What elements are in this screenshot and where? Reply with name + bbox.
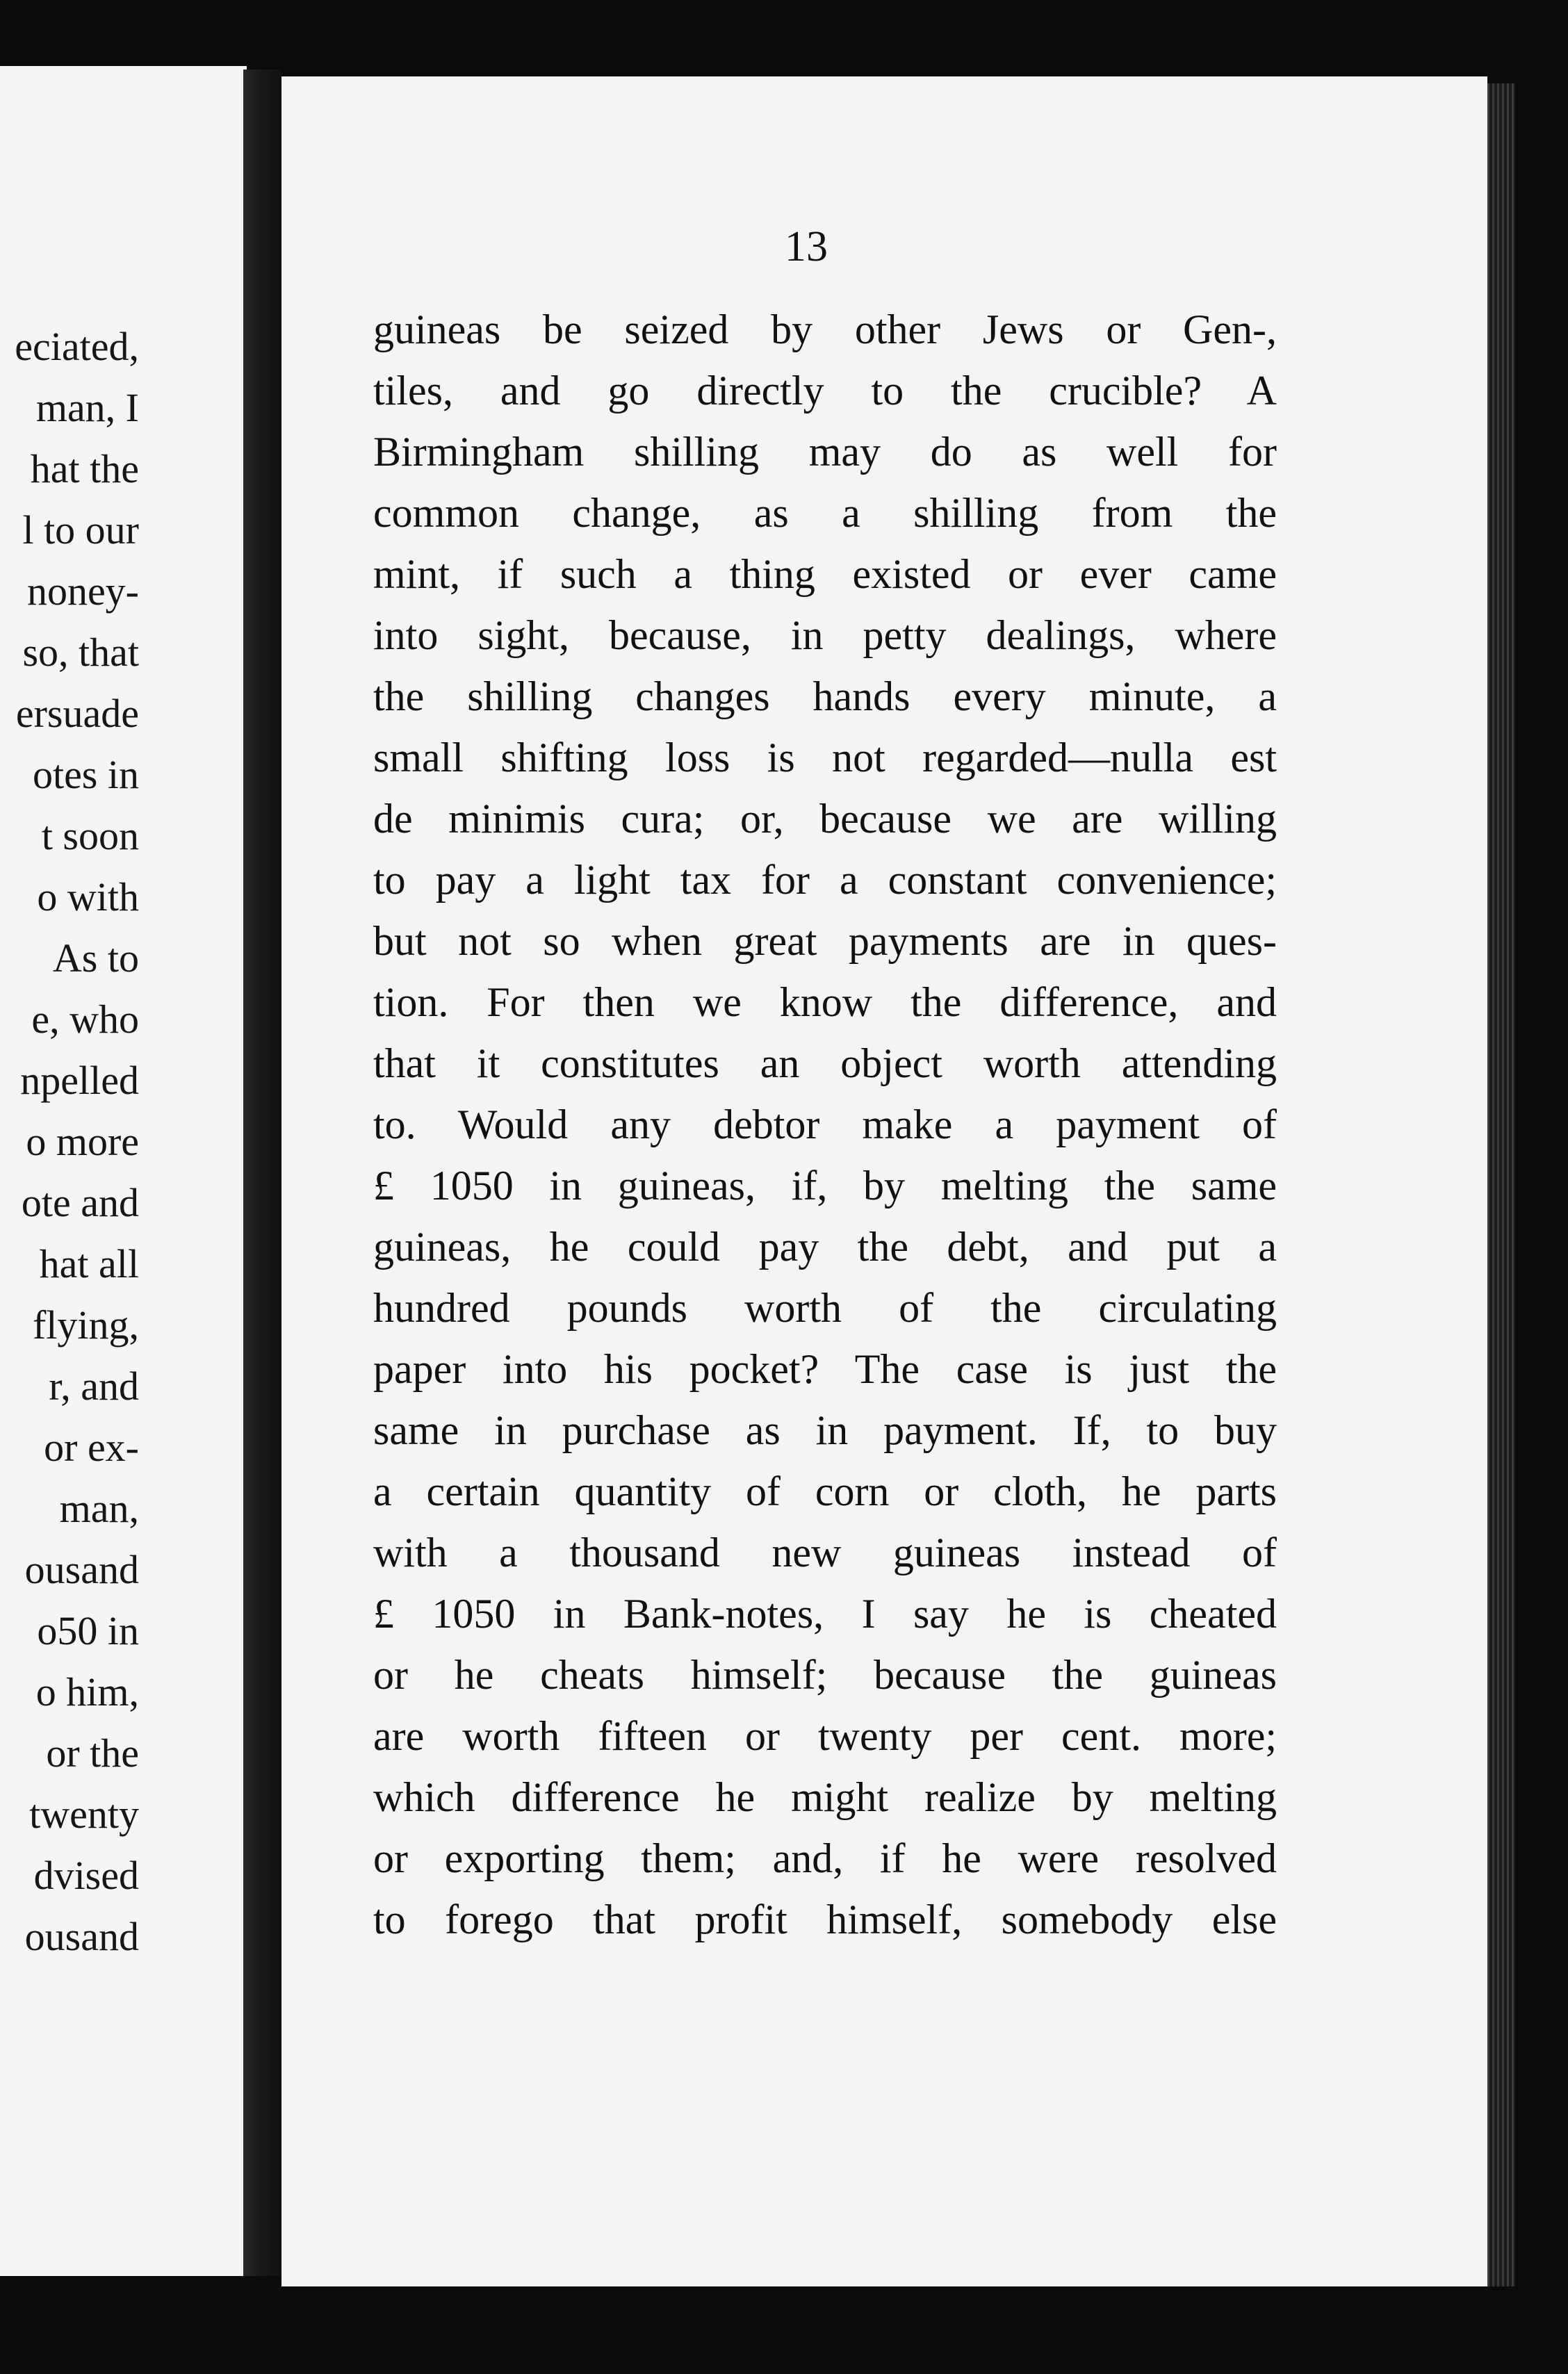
- left-line: hat the: [30, 446, 139, 491]
- left-line: hat all: [39, 1241, 139, 1286]
- text-line: the shilling changes hands every minute, a: [373, 673, 1277, 719]
- left-line: eciated,: [15, 324, 139, 369]
- text-line: that it constitutes an object worth attending: [373, 1040, 1277, 1086]
- left-line: twenty: [29, 1792, 139, 1837]
- left-line: man,: [59, 1486, 139, 1531]
- text-line: or exporting them; and, if he were resolved: [373, 1835, 1277, 1881]
- text-line: a certain quantity of corn or cloth, he parts: [373, 1468, 1277, 1514]
- text-line: which difference he might realize by melting: [373, 1774, 1277, 1820]
- left-line: or ex-: [44, 1425, 139, 1470]
- text-line: common change, as a shilling from the: [373, 490, 1277, 536]
- left-line: ote and: [21, 1180, 139, 1225]
- page-number: 13: [785, 223, 828, 270]
- text-line: or he cheats himself; because the guineas: [373, 1652, 1277, 1698]
- left-line: o him,: [35, 1669, 139, 1714]
- left-line: o with: [37, 874, 139, 919]
- left-line: noney-: [26, 568, 139, 614]
- left-line: npelled: [20, 1058, 139, 1103]
- text-line: £ 1050 in guineas, if, by melting the same: [373, 1163, 1277, 1209]
- text-line: small shifting loss is not regarded—nulla est: [373, 735, 1277, 780]
- left-line: dvised: [33, 1853, 139, 1898]
- left-page-text: [0, 316, 247, 1967]
- left-line: ersuade: [15, 691, 139, 736]
- text-line: with a thousand new guineas instead of: [373, 1530, 1277, 1575]
- text-line: into sight, because, in petty dealings, where: [373, 612, 1277, 658]
- text-line: but not so when great payments are in ques-: [373, 918, 1277, 964]
- text-line: hundred pounds worth of the circulating: [373, 1285, 1277, 1331]
- left-page: [0, 66, 247, 2276]
- left-line: man, I: [35, 385, 139, 430]
- left-line: otes in: [32, 752, 139, 797]
- page-edge: [1487, 83, 1515, 2286]
- left-line: or the: [46, 1730, 139, 1776]
- left-line: As to: [52, 935, 139, 981]
- left-line: flying,: [32, 1302, 139, 1348]
- text-line: tiles, and go directly to the crucible? A: [373, 368, 1277, 414]
- text-line: to forego that profit himself, somebody else: [373, 1897, 1277, 1942]
- text-line: guineas, he could pay the debt, and put a: [373, 1224, 1277, 1270]
- text-line: same in purchase as in payment. If, to buy: [373, 1407, 1277, 1453]
- text-line: £ 1050 in Bank-notes, I say he is cheated: [373, 1591, 1277, 1637]
- text-line: to pay a light tax for a constant convenience;: [373, 857, 1277, 903]
- left-line: so, that: [22, 630, 139, 675]
- body-text: [373, 299, 1277, 1950]
- left-line: e, who: [31, 997, 139, 1042]
- text-line: de minimis cura; or, because we are willing: [373, 796, 1277, 842]
- left-line: l to our: [22, 507, 139, 552]
- left-line: r, and: [49, 1364, 139, 1409]
- left-line: ousand: [24, 1914, 139, 1959]
- left-line: o50 in: [37, 1608, 139, 1653]
- left-line: o more: [26, 1119, 139, 1164]
- left-line: t soon: [41, 813, 139, 858]
- text-line: are worth fifteen or twenty per cent. more;: [373, 1713, 1277, 1759]
- book-spine: [243, 69, 281, 2276]
- text-line: mint, if such a thing existed or ever came: [373, 551, 1277, 597]
- text-line: guineas be seized by other Jews or Gen-,: [373, 306, 1277, 352]
- text-line: Birmingham shilling may do as well for: [373, 429, 1277, 475]
- text-line: to. Would any debtor make a payment of: [373, 1102, 1277, 1147]
- text-line: tion. For then we know the difference, and: [373, 979, 1277, 1025]
- left-line: ousand: [24, 1547, 139, 1592]
- text-line: paper into his pocket? The case is just the: [373, 1346, 1277, 1392]
